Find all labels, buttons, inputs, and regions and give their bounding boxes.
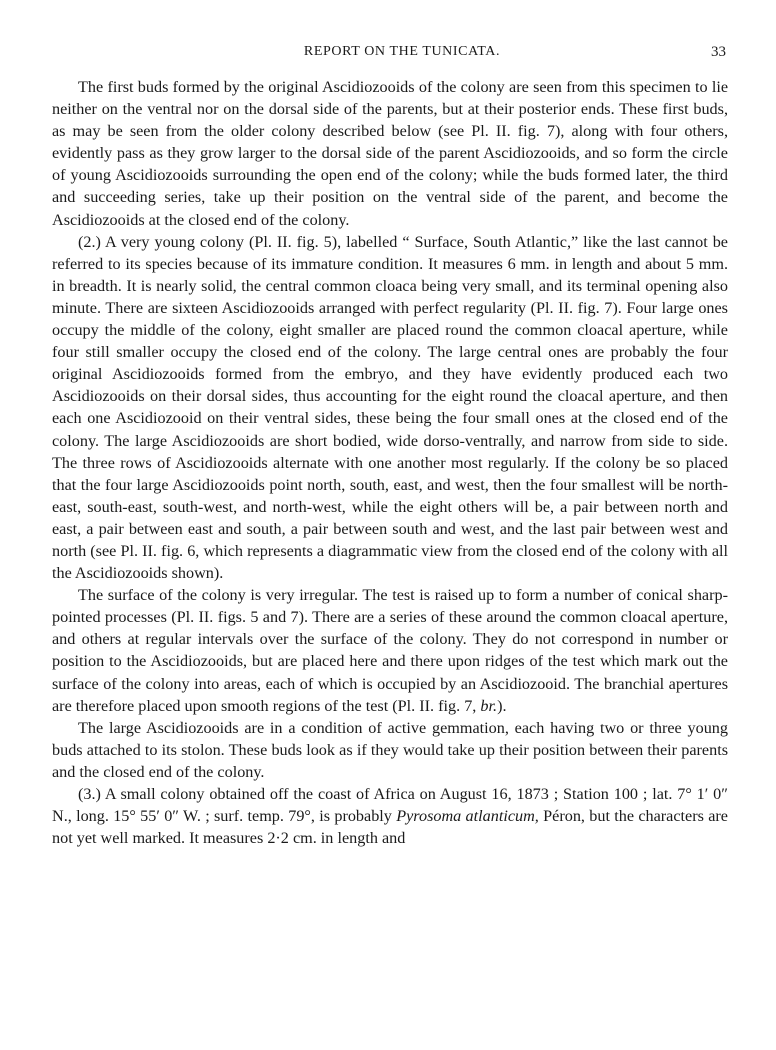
paragraph-surface-text: The surface of the colony is very irregular. The test is raised up to form a number of conical sharp-pointed processes (Pl. II. figs. 5 and 7). There are a series of these around the common cloacal aperture, and others at regular intervals over the surface of the colony. They do not correspond in number or position to the Ascidiozooids, but are placed here and there upon ridges of the test which mark out the surface of the colony into areas, each of which is occupied by an Ascidiozooid. The branchial apertures are therefore placed upon smooth regions of the test (Pl. II. fig. 7, (52, 586, 728, 715)
paragraph-gemmation: The large Ascidiozooids are in a condition of active gemmation, each having two or three young buds attached to its stolon. These buds look as if they would take up their position between their parents and the closed end of the colony. (52, 718, 728, 781)
page-number: 33 (711, 44, 726, 60)
species-name: Pyrosoma atlanticum, (396, 807, 539, 826)
paragraph-small-colony-text: (3.) A small colony obtained off the coast of Africa on August 16, 1873 ; Station 100 ; lat. 7° 1′ 0″ N., long. 15° 55′ 0″ W. ; surf. temp. 79°, is probably (52, 785, 728, 826)
running-title: REPORT ON THE TUNICATA. (303, 44, 501, 59)
paragraph-surface-italic: br. (480, 696, 498, 715)
running-head (78, 44, 726, 66)
paragraph-small-colony-end: Péron, but the characters are not yet well marked. It measures 2·2 cm. in length and (52, 807, 728, 848)
body-text (52, 76, 728, 849)
paragraph-small-colony (52, 783, 728, 849)
paragraph-surface-end: ). (497, 696, 507, 715)
paragraph-young-colony: (2.) A very young colony (Pl. II. fig. 5), labelled “ Surface, South Atlantic,” like the last cannot be referred to its species because of its immature condition. It measures 6 mm. in length and about 5 mm. in breadth. It is nearly solid, the central common cloaca being very small, and its terminal opening also minute. There are sixteen Ascidiozooids arranged with perfect regularity (Pl. II. fig. 7). Four large ones occupy the middle of the colony, eight smaller are placed round the common cloacal aperture, while four still smaller occupy the closed end of the colony. The large central ones are probably the four original Ascidiozooids formed from the embryo, and they have evidently produced each two Ascidiozooids on their dorsal sides, thus accounting for the eight round the cloacal aperture, and then each one Ascidiozooid on their ventral sides, these being the four small ones at the closed end of the colony. The large Ascidiozooids are short bodied, wide dorso-ventrally, and narrow from side to side. The three rows of Ascidiozooids alternate with one another most regularly. If the colony be so placed that the four large Ascidiozooids point north, south, east, and west, then the four smallest will be north-east, south-east, south-west, and north-west, while the eight others will be, a pair between north and east, a pair between east and south, a pair between south and west, and the last pair between west and north (see Pl. II. fig. 6, which represents a diagrammatic view from the closed end of the colony with all the Ascidiozooids shown). (52, 232, 728, 583)
paragraph-surface (52, 584, 728, 717)
paragraph-buds: The first buds formed by the original Ascidiozooids of the colony are seen from this specimen to lie neither on the ventral nor on the dorsal side of the parents, but at their posterior ends. These first buds, as may be seen from the older colony described below (see Pl. II. fig. 7), along with four others, evidently pass as they grow larger to the dorsal side of the parent Ascidiozooids, and so form the circle of young Ascidiozooids surrounding the open end of the colony; while the buds formed later, the third and succeeding series, take up their position on the ventral side of the parent, and become the Ascidiozooids at the closed end of the colony. (52, 78, 728, 229)
